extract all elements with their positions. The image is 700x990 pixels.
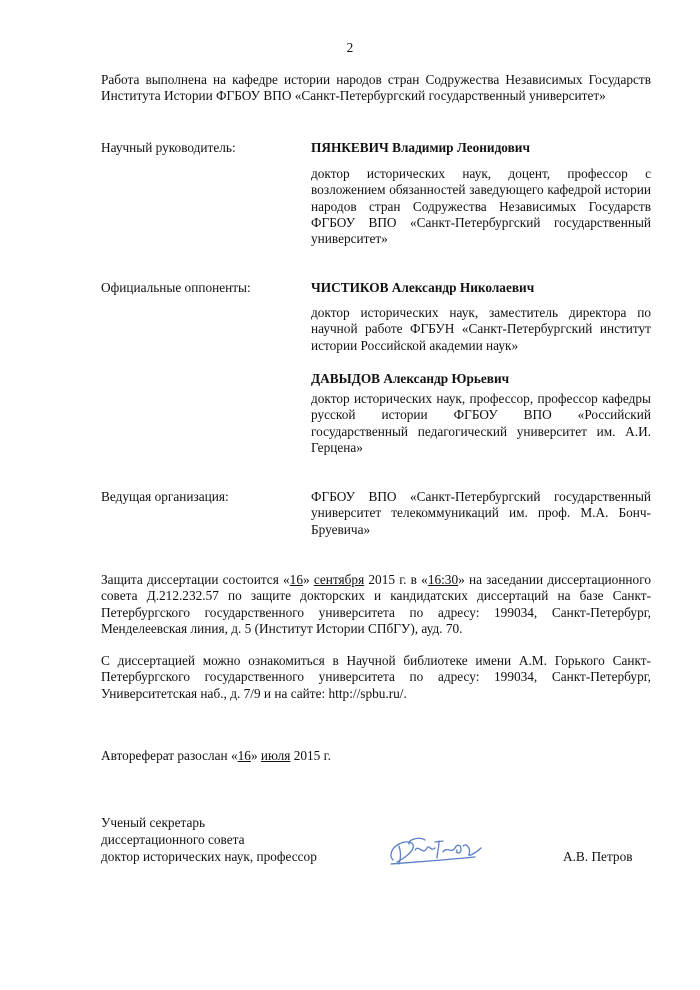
supervisor-details: доктор исторических наук, доцент, профессор с возложением обязанностей заведующего кафедрой истории народов стран Содружества Независимых Государств ФГБОУ ВПО «Санкт-Петербургский государственный университет» <box>311 166 651 247</box>
sent-month: июля <box>260 748 291 763</box>
opponent-1-name: ЧИСТИКОВ Александр Николаевич <box>311 280 535 295</box>
signature-icon <box>385 830 495 870</box>
sent-day: 16 <box>237 748 251 763</box>
page-number: 2 <box>346 40 354 55</box>
opponent-1-details: доктор исторических наук, заместитель директора по научной работе ФГБУН «Санкт-Петербургский институт истории Российской академии наук» <box>311 305 651 353</box>
defense-month: сентября <box>313 572 365 587</box>
intro-paragraph: Работа выполнена на кафедре истории народов стран Содружества Независимых Государств Института Истории ФГБОУ ВПО «Санкт-Петербургский государственный университет» <box>101 72 651 104</box>
secretary-line-1: Ученый секретарь <box>101 815 206 830</box>
supervisor-label: Научный руководитель: <box>101 140 236 155</box>
defense-text-2: » <box>302 572 314 587</box>
sent-text-3: 2015 г. <box>290 748 331 763</box>
defense-text-1: Защита диссертации состоится « <box>101 572 290 587</box>
defense-text-3: 2015 г. в « <box>364 572 428 587</box>
secretary-line-2: диссертационного совета <box>101 832 245 847</box>
opponent-2-details: доктор исторических наук, профессор, профессор кафедры русской истории ФГБОУ ВПО «Российский государственный педагогический университет им. А.И. Герцена» <box>311 391 651 455</box>
defense-text-4: » на заседании диссертационного совета Д.212.232.57 по защите докторских и кандидатских диссертаций на базе Санкт-Петербургского государственного университета по адресу: 199034, Санкт-Петербург, Менделеевская линия, д. 5 (Институт Истории СПбГУ), ауд. 70. <box>101 572 651 636</box>
defense-time: 16:30 <box>427 572 459 587</box>
sent-text-2: » <box>250 748 261 763</box>
secretary-line-3: доктор исторических наук, профессор <box>101 849 317 864</box>
supervisor-name: ПЯНКЕВИЧ Владимир Леонидович <box>311 140 530 155</box>
library-paragraph: С диссертацией можно ознакомиться в Научной библиотеке имени А.М. Горького Санкт-Петербургского государственного университета по адресу: 199034, Санкт-Петербург, Университетская наб., д. 7/9 и на сайте: http://spbu.ru/. <box>101 653 651 701</box>
sent-text-1: Автореферат разослан « <box>101 748 238 763</box>
opponent-2-name: ДАВЫДОВ Александр Юрьевич <box>311 371 510 386</box>
lead-org-label: Ведущая организация: <box>101 489 229 504</box>
lead-org-details: ФГБОУ ВПО «Санкт-Петербургский государственный университет телекоммуникаций им. проф. М.А. Бонч-Бруевича» <box>311 489 651 537</box>
secretary-name: А.В. Петров <box>563 849 633 864</box>
sent-line <box>101 748 331 764</box>
opponents-label: Официальные оппоненты: <box>101 280 251 295</box>
defense-paragraph <box>101 572 651 637</box>
defense-day: 16 <box>289 572 303 587</box>
